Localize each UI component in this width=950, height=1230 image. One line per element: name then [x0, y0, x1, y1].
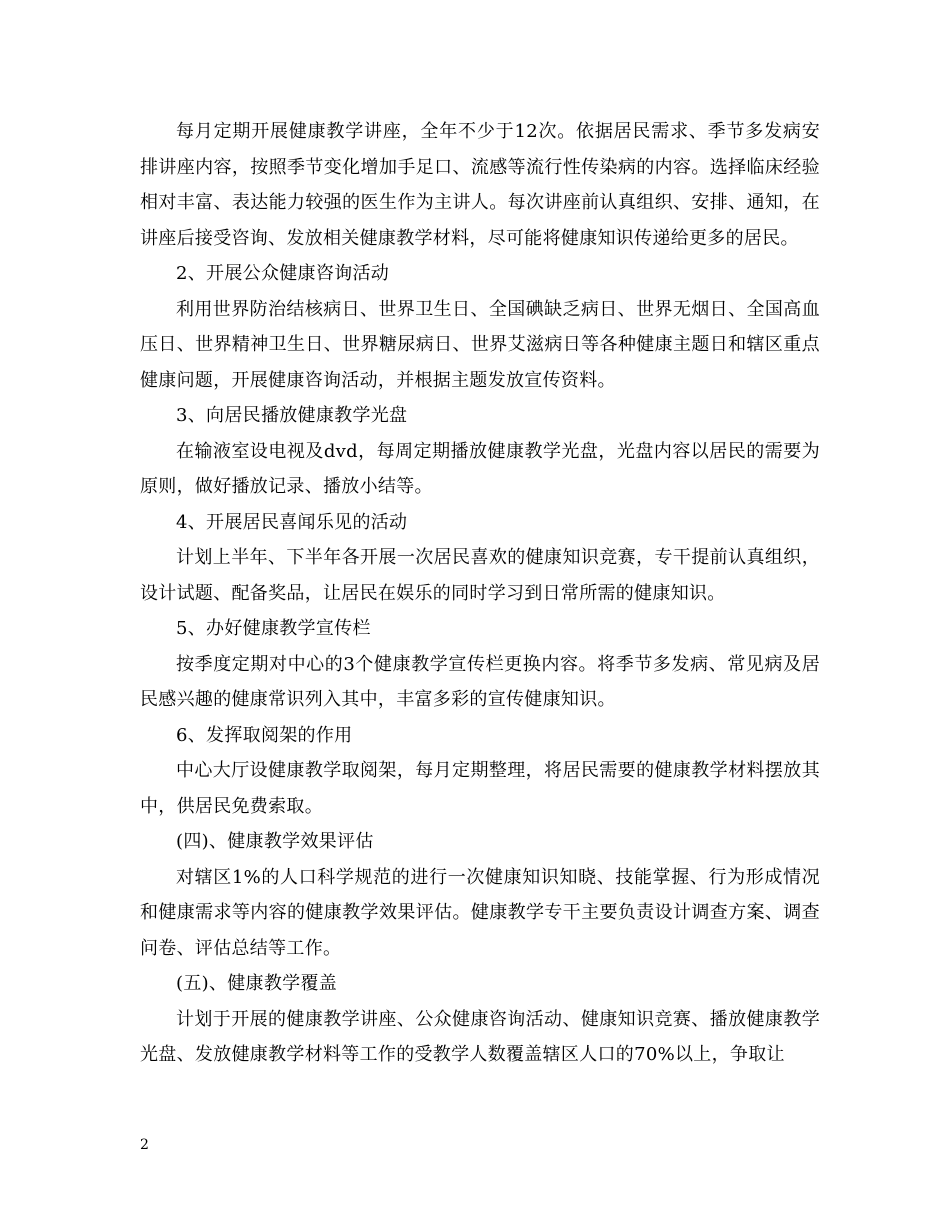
heading-coverage: (五)、健康教学覆盖: [176, 973, 338, 994]
paragraph-effect-evaluation: 对辖区1%的人口科学规范的进行一次健康知识知晓、技能掌握、行为形成情况和健康需求等内容的健康教学效果评估。健康教学专干主要负责设计调查方案、调查问卷、评估总结等工作。: [140, 866, 820, 959]
paragraph-public-consultation: 利用世界防治结核病日、世界卫生日、全国碘缺乏病日、世界无烟日、全国高血压日、世界精神卫生日、世界糖尿病日、世界艾滋病日等各种健康主题日和辖区重点健康问题，开展健康咨询活动，并根据主题发放宣传资料。: [140, 298, 820, 391]
paragraph-lectures: 每月定期开展健康教学讲座，全年不少于12次。依据居民需求、季节多发病安排讲座内容，按照季节变化增加手足口、流感等流行性传染病的内容。选择临床经验相对丰富、表达能力较强的医生作为主讲人。每次讲座前认真组织、安排、通知，在讲座后接受咨询、发放相关健康教学材料，尽可能将健康知识传递给更多的居民。: [140, 121, 820, 249]
paragraph-reading-rack: 中心大厅设健康教学取阅架，每月定期整理，将居民需要的健康教学材料摆放其中，供居民免费索取。: [140, 760, 820, 817]
heading-public-consultation: 2、开展公众健康咨询活动: [176, 263, 390, 284]
paragraph-bulletin-board: 按季度定期对中心的3个健康教学宣传栏更换内容。将季节多发病、常见病及居民感兴趣的健康常识列入其中，丰富多彩的宣传健康知识。: [140, 653, 820, 710]
heading-resident-activities: 4、开展居民喜闻乐见的活动: [176, 511, 408, 533]
page-number: 2: [140, 1137, 149, 1153]
paragraph-resident-activities: 计划上半年、下半年各开展一次居民喜欢的健康知识竞赛，专干提前认真组织，设计试题、配备奖品，让居民在娱乐的同时学习到日常所需的健康知识。: [140, 547, 820, 604]
paragraph-coverage: 计划于开展的健康教学讲座、公众健康咨询活动、健康知识竞赛、播放健康教学光盘、发放健康教学材料等工作的受教学人数覆盖辖区人口的70%以上，争取让: [140, 1008, 820, 1065]
heading-reading-rack: 6、发挥取阅架的作用: [176, 724, 353, 746]
heading-bulletin-board: 5、办好健康教学宣传栏: [176, 618, 371, 639]
document-body: [140, 114, 820, 1073]
heading-effect-evaluation: (四)、健康教学效果评估: [176, 831, 374, 852]
paragraph-video-disc: 在输液室设电视及dvd，每周定期播放健康教学光盘，光盘内容以居民的需要为原则，做好播放记录、播放小结等。: [140, 440, 820, 497]
heading-video-disc: 3、向居民播放健康教学光盘: [176, 405, 408, 426]
